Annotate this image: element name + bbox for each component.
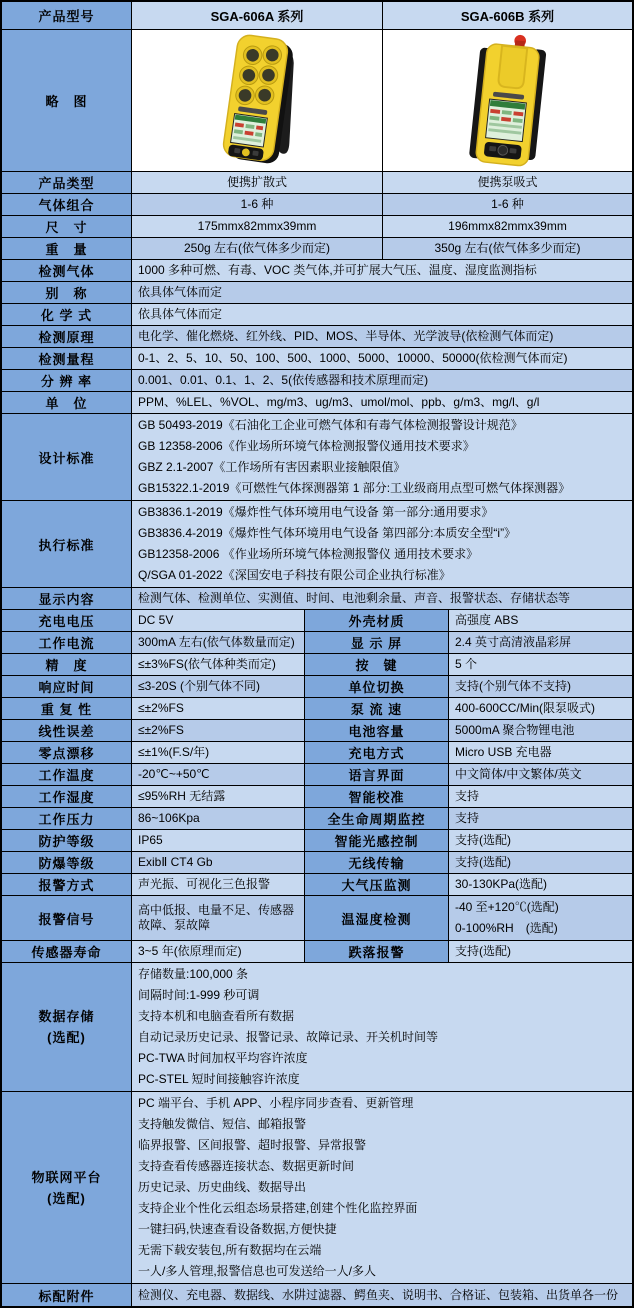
row-label-right: 外壳材质: [305, 610, 449, 631]
row-value: 依具体气体而定: [132, 304, 632, 325]
row-value-left: 声光振、可视化三色报警: [132, 874, 305, 895]
row-label-right: 智能校准: [305, 786, 449, 807]
value-line: -40 至+120℃(选配): [455, 900, 559, 914]
row-value-right: 中文简体/中文繁体/英文: [449, 764, 632, 785]
row-value-right: 支持(选配): [449, 941, 632, 962]
sketch-label: 略 图: [2, 30, 132, 171]
row-value: 电化学、催化燃烧、红外线、PID、MOS、半导体、光学波导(依检测气体而定): [132, 326, 632, 347]
row-value-right: 5 个: [449, 654, 632, 675]
value-line: GB12358-2006 《作业场所环境气体检测报警仪 通用技术要求》: [138, 547, 479, 561]
value-line: 支持查看传感器连接状态、数据更新时间: [138, 1159, 355, 1173]
row-label-left: 报警方式: [2, 874, 132, 895]
row-value-right: 支持(选配): [449, 852, 632, 873]
header-series-a: SGA-606A 系列: [132, 2, 383, 29]
row-value-left: 300mA 左右(依气体数量而定): [132, 632, 305, 653]
row-value-right: 2.4 英寸高清液晶彩屏: [449, 632, 632, 653]
table-row: [2, 392, 632, 414]
row-value-left: ≤95%RH 无结露: [132, 786, 305, 807]
value-line: GB 12358-2006《作业场所环境气体检测报警仪通用技术要求》: [138, 439, 475, 453]
table-row: [2, 1284, 632, 1306]
header-series-b: SGA-606B 系列: [460, 9, 555, 24]
row-label-right: 温湿度检测: [305, 896, 449, 940]
row-value-left: ExibⅡ CT4 Gb: [132, 852, 305, 873]
table-row-multiline: [2, 414, 632, 501]
value-line: GB3836.1-2019《爆炸性气体环境用电气设备 第一部分:通用要求》: [138, 505, 494, 519]
table-row-quad: [2, 764, 632, 786]
table-row: [2, 282, 632, 304]
value-line: 支持本机和电脑查看所有数据: [138, 1009, 295, 1023]
row-value-left: 高中低报、电量不足、传感器故障、泵故障: [132, 896, 305, 940]
device-a-illustration-icon: [197, 33, 317, 169]
table-row-quad: [2, 896, 632, 941]
row-value-left: ≤±2%FS: [132, 698, 305, 719]
row-value: 0-1、2、5、10、50、100、500、1000、5000、10000、50000(依检测气体而定): [132, 348, 632, 369]
row-label: 化 学 式: [2, 304, 132, 325]
row-label: 产品类型: [2, 172, 132, 193]
value-line: 存储数量:100,000 条: [138, 967, 249, 981]
table-row-quad: [2, 676, 632, 698]
row-value-left: -20℃~+50℃: [132, 764, 305, 785]
value-line: 支持企业个性化云组态场景搭建,创建个性化监控界面: [138, 1201, 418, 1215]
table-row-multiline: [2, 1092, 632, 1284]
value-line: PC-STEL 短时间接触容许浓度: [138, 1072, 300, 1086]
row-value: 检测仪、充电器、数据线、水阱过滤器、鳄鱼夹、说明书、合格证、包装箱、出货单各一份: [132, 1284, 632, 1306]
table-row: [2, 216, 632, 238]
row-label-right: 大气压监测: [305, 874, 449, 895]
row-value-right: 支持(个别气体不支持): [449, 676, 632, 697]
row-label-right: 泵 流 速: [305, 698, 449, 719]
table-row: [2, 260, 632, 282]
value-column-b: 350g 左右(依气体多少而定): [383, 238, 632, 259]
row-value-left: 86~106Kpa: [132, 808, 305, 829]
row-value: 1000 多种可燃、有毒、VOC 类气体,并可扩展大气压、温度、湿度监测指标: [132, 260, 632, 281]
row-label-right: 单位切换: [305, 676, 449, 697]
table-row-quad: [2, 632, 632, 654]
table-row-quad: [2, 852, 632, 874]
row-label: 执行标准: [2, 501, 132, 587]
value-column-b: 1-6 种: [383, 194, 632, 215]
table-header-row: [2, 2, 632, 30]
value-line: 0-100%RH (选配): [455, 921, 558, 935]
table-row: [2, 172, 632, 194]
table-row-multiline: [2, 501, 632, 588]
value-column-a: 175mmx82mmx39mm: [132, 216, 383, 237]
row-label-right: 充电方式: [305, 742, 449, 763]
table-row: [2, 588, 632, 610]
row-label-left: 传感器寿命: [2, 941, 132, 962]
row-value-right: 高强度 ABS: [449, 610, 632, 631]
table-row: [2, 348, 632, 370]
table-row-quad: [2, 941, 632, 963]
row-label-left: 工作电流: [2, 632, 132, 653]
row-label: 标配附件: [2, 1284, 132, 1306]
row-value-lines: [132, 963, 632, 1091]
spec-rows: [2, 172, 632, 1306]
value-line: (选配): [47, 1190, 86, 1206]
row-value-left: ≤±3%FS(依气体种类而定): [132, 654, 305, 675]
row-label: 气体组合: [2, 194, 132, 215]
row-label-left: 响应时间: [2, 676, 132, 697]
value-line: Q/SGA 01-2022《深国安电子科技有限公司企业执行标准》: [138, 568, 451, 582]
table-row-quad: [2, 610, 632, 632]
row-value-left: ≤3-20S (个别气体不同): [132, 676, 305, 697]
value-column-b: 便携泵吸式: [383, 172, 632, 193]
value-line: 一键扫码,快速查看设备数据,方便快捷: [138, 1222, 337, 1236]
row-value: PPM、%LEL、%VOL、mg/m3、ug/m3、umol/mol、ppb、g/m3、mg/l、g/l: [132, 392, 632, 413]
value-line: 无需下载安装包,所有数据均在云端: [138, 1243, 322, 1257]
row-label-right: 无线传输: [305, 852, 449, 873]
row-label: [2, 963, 132, 1091]
value-line: 支持触发微信、短信、邮箱报警: [138, 1117, 307, 1131]
value-line: 一人/多人管理,报警信息也可发送给一人/多人: [138, 1264, 377, 1278]
row-value-right: [449, 896, 632, 940]
row-value-left: DC 5V: [132, 610, 305, 631]
header-product-model-label: 产品型号: [2, 2, 132, 29]
row-label-left: 充电电压: [2, 610, 132, 631]
row-value-lines: [132, 1092, 632, 1283]
row-label: 显示内容: [2, 588, 132, 609]
row-value-right: 400-600CC/Min(限泵吸式): [449, 698, 632, 719]
table-row-quad: [2, 786, 632, 808]
row-label: 尺 寸: [2, 216, 132, 237]
table-row-quad: [2, 830, 632, 852]
row-label-left: 精 度: [2, 654, 132, 675]
table-row-multiline: [2, 963, 632, 1092]
row-label-right: 智能光感控制: [305, 830, 449, 851]
row-value: 依具体气体而定: [132, 282, 632, 303]
row-label-left: 重 复 性: [2, 698, 132, 719]
row-value-left: IP65: [132, 830, 305, 851]
value-line: 物联网平台: [31, 1169, 102, 1185]
row-value-right: Micro USB 充电器: [449, 742, 632, 763]
value-line: PC-TWA 时间加权平均容许浓度: [138, 1051, 308, 1065]
value-line: GB3836.4-2019《爆炸性气体环境用电气设备 第四部分:本质安全型“i”》: [138, 526, 517, 540]
row-value: 检测气体、检测单位、实测值、时间、电池剩余量、声音、报警状态、存储状态等: [132, 588, 632, 609]
table-row: [2, 238, 632, 260]
table-row-quad: [2, 742, 632, 764]
row-label: 别 称: [2, 282, 132, 303]
value-line: 临界报警、区间报警、超时报警、异常报警: [138, 1138, 367, 1152]
row-value-right: 支持: [449, 808, 632, 829]
table-row: [2, 370, 632, 392]
row-label-left: 工作压力: [2, 808, 132, 829]
device-b-illustration-icon: [448, 33, 568, 169]
row-label: 单 位: [2, 392, 132, 413]
row-value: 0.001、0.01、0.1、1、2、5(依传感器和技术原理而定): [132, 370, 632, 391]
value-column-a: 1-6 种: [132, 194, 383, 215]
table-row-quad: [2, 654, 632, 676]
row-value-lines: [132, 501, 632, 587]
row-label-left: 报警信号: [2, 896, 132, 940]
table-row-quad: [2, 808, 632, 830]
value-column-b: 196mmx82mmx39mm: [383, 216, 632, 237]
value-line: GB 50493-2019《石油化工企业可燃气体和有毒气体检测报警设计规范》: [138, 418, 523, 432]
row-label-right: 电池容量: [305, 720, 449, 741]
table-row-quad: [2, 874, 632, 896]
row-label-right: 按 键: [305, 654, 449, 675]
row-label-right: 跌落报警: [305, 941, 449, 962]
row-label: 设计标准: [2, 414, 132, 500]
row-label: 检测原理: [2, 326, 132, 347]
product-image-b: [383, 30, 632, 171]
row-label-left: 防爆等级: [2, 852, 132, 873]
table-row: [2, 326, 632, 348]
row-label-left: 工作温度: [2, 764, 132, 785]
product-image-a: [132, 30, 383, 171]
row-label: 分 辨 率: [2, 370, 132, 391]
row-label-right: 语言界面: [305, 764, 449, 785]
row-value-left: ≤±1%(F.S/年): [132, 742, 305, 763]
row-label-left: 防护等级: [2, 830, 132, 851]
value-line: (选配): [47, 1030, 86, 1045]
sketch-row: [2, 30, 632, 172]
row-label-left: 线性误差: [2, 720, 132, 741]
row-label-left: 零点漂移: [2, 742, 132, 763]
value-line: 间隔时间:1-999 秒可调: [138, 988, 260, 1002]
value-line: PC 端平台、手机 APP、小程序同步查看、更新管理: [138, 1096, 414, 1110]
row-value-left: 3~5 年(依原理而定): [132, 941, 305, 962]
row-value-right: 5000mA 聚合物锂电池: [449, 720, 632, 741]
row-label-left: 工作湿度: [2, 786, 132, 807]
table-row-quad: [2, 698, 632, 720]
row-value-left: ≤±2%FS: [132, 720, 305, 741]
row-label: 检测气体: [2, 260, 132, 281]
table-row: [2, 194, 632, 216]
row-value-right: 支持(选配): [449, 830, 632, 851]
table-row: [2, 304, 632, 326]
row-value-right: 30-130KPa(选配): [449, 874, 632, 895]
row-label: 检测量程: [2, 348, 132, 369]
row-label-right: 显 示 屏: [305, 632, 449, 653]
value-line: GB15322.1-2019《可燃性气体探测器第 1 部分:工业级商用点型可燃气体探测器》: [138, 481, 571, 495]
value-column-a: 便携扩散式: [132, 172, 383, 193]
row-label-right: 全生命周期监控: [305, 808, 449, 829]
value-line: 自动记录历史记录、报警记录、故障记录、开关机时间等: [138, 1030, 439, 1044]
value-column-a: 250g 左右(依气体多少而定): [132, 238, 383, 259]
row-label: [2, 1092, 132, 1283]
row-label: 重 量: [2, 238, 132, 259]
value-line: GBZ 2.1-2007《工作场所有害因素职业接触限值》: [138, 460, 406, 474]
value-line: 历史记录、历史曲线、数据导出: [138, 1180, 307, 1194]
table-row-quad: [2, 720, 632, 742]
row-value-right: 支持: [449, 786, 632, 807]
row-value-lines: [132, 414, 632, 500]
value-line: 数据存储: [38, 1009, 95, 1024]
